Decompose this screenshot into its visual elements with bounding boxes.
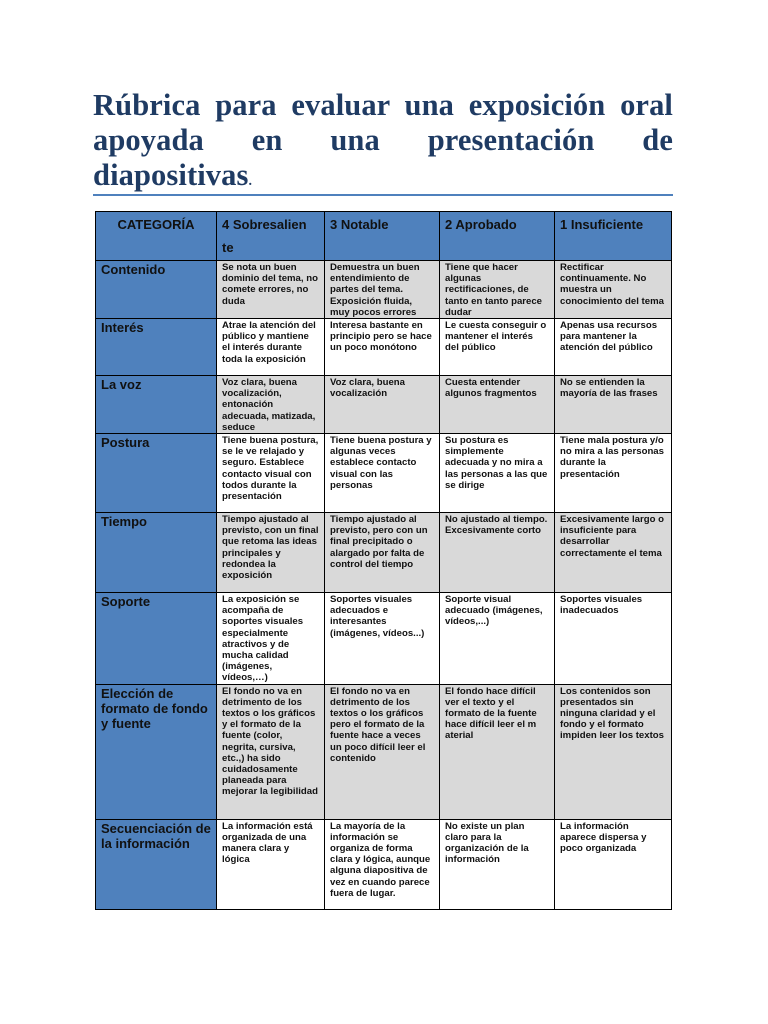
title-text: Rúbrica para evaluar una exposición oral apoyada en una presentación de diapositivas — [93, 88, 673, 192]
category-cell: Elección de formato de fondo y fuente — [96, 684, 217, 819]
table-cell: El fondo hace difícil ver el texto y el formato de la fuente hace difícil leer el m aterial — [440, 684, 555, 819]
category-cell: Interés — [96, 319, 217, 376]
header-level-3: 3 Notable — [325, 212, 440, 261]
table-cell: Tiene que hacer algunas rectificaciones, de tanto en tanto parece dudar — [440, 261, 555, 319]
table-cell: Rectificar continuamente. No muestra un conocimiento del tema — [555, 261, 672, 319]
table-cell: Su postura es simplemente adecuada y no mira a las personas a las que se dirige — [440, 434, 555, 513]
header-level-1: 1 Insuficiente — [555, 212, 672, 261]
table-cell: Tiempo ajustado al previsto, con un final que retoma las ideas principales y redondea la exposición — [217, 513, 325, 593]
table-cell: Se nota un buen dominio del tema, no comete errores, no duda — [217, 261, 325, 319]
table-cell: No existe un plan claro para la organización de la información — [440, 819, 555, 909]
table-cell: El fondo no va en detrimento de los textos o los gráficos pero el formato de la fuente hace a veces un poco difícil leer el contenido — [325, 684, 440, 819]
table-row — [96, 261, 672, 319]
table-row — [96, 434, 672, 513]
table-cell: Soporte visual adecuado (imágenes, vídeos,...) — [440, 593, 555, 685]
table-cell: Soportes visuales inadecuados — [555, 593, 672, 685]
category-cell: La voz — [96, 376, 217, 434]
table-row — [96, 513, 672, 593]
table-cell: La mayoría de la información se organiza de forma clara y lógica, aunque alguna diapositiva de vez en cuando parece fuera de lugar. — [325, 819, 440, 909]
table-cell: Cuesta entender algunos fragmentos — [440, 376, 555, 434]
header-row — [96, 212, 672, 261]
table-cell: La información está organizada de una manera clara y lógica — [217, 819, 325, 909]
table-cell: Tiene mala postura y/o no mira a las personas durante la presentación — [555, 434, 672, 513]
document-title — [93, 88, 673, 199]
category-cell: Tiempo — [96, 513, 217, 593]
table-row — [96, 376, 672, 434]
category-cell: Contenido — [96, 261, 217, 319]
table-row — [96, 819, 672, 909]
table-cell: Atrae la atención del público y mantiene el interés durante toda la exposición — [217, 319, 325, 376]
category-cell: Secuenciación de la información — [96, 819, 217, 909]
table-cell: Voz clara, buena vocalización, entonación adecuada, matizada, seduce — [217, 376, 325, 434]
table-cell: No se entienden la mayoría de las frases — [555, 376, 672, 434]
table-row — [96, 593, 672, 685]
table-cell: Soportes visuales adecuados e interesantes (imágenes, vídeos...) — [325, 593, 440, 685]
table-cell: Le cuesta conseguir o mantener el interés del público — [440, 319, 555, 376]
table-row — [96, 684, 672, 819]
table-cell: Tiene buena postura y algunas veces establece contacto visual con las personas — [325, 434, 440, 513]
title-end-punct: . — [248, 174, 253, 189]
rubric-table — [95, 211, 672, 910]
table-cell: La información aparece dispersa y poco organizada — [555, 819, 672, 909]
table-cell: El fondo no va en detrimento de los textos o los gráficos y el formato de la fuente (color, negrita, cursiva, etc.,) ha sido cuidadosamente planeada para mejorar la legibilidad — [217, 684, 325, 819]
category-cell: Postura — [96, 434, 217, 513]
table-cell: Apenas usa recursos para mantener la atención del público — [555, 319, 672, 376]
header-category: CATEGORÍA — [96, 212, 217, 261]
table-cell: Los contenidos son presentados sin ninguna claridad y el fondo y el formato impiden leer los textos — [555, 684, 672, 819]
table-cell: Demuestra un buen entendimiento de partes del tema. Exposición fluida, muy pocos errores — [325, 261, 440, 319]
category-cell: Soporte — [96, 593, 217, 685]
table-cell: Interesa bastante en principio pero se hace un poco monótono — [325, 319, 440, 376]
table-row — [96, 319, 672, 376]
table-cell: No ajustado al tiempo. Excesivamente corto — [440, 513, 555, 593]
table-cell: Excesivamente largo o insuficiente para desarrollar correctamente el tema — [555, 513, 672, 593]
table-cell: La exposición se acompaña de soportes visuales especialmente atractivos y de mucha calidad (imágenes, vídeos,…) — [217, 593, 325, 685]
table-cell: Tiene buena postura, se le ve relajado y seguro. Establece contacto visual con todos durante la presentación — [217, 434, 325, 513]
header-level-4: 4 Sobresalien te — [217, 212, 325, 261]
table-cell: Voz clara, buena vocalización — [325, 376, 440, 434]
header-level-2: 2 Aprobado — [440, 212, 555, 261]
title-underline — [93, 194, 673, 196]
table-cell: Tiempo ajustado al previsto, pero con un final precipitado o alargado por falta de control del tiempo — [325, 513, 440, 593]
